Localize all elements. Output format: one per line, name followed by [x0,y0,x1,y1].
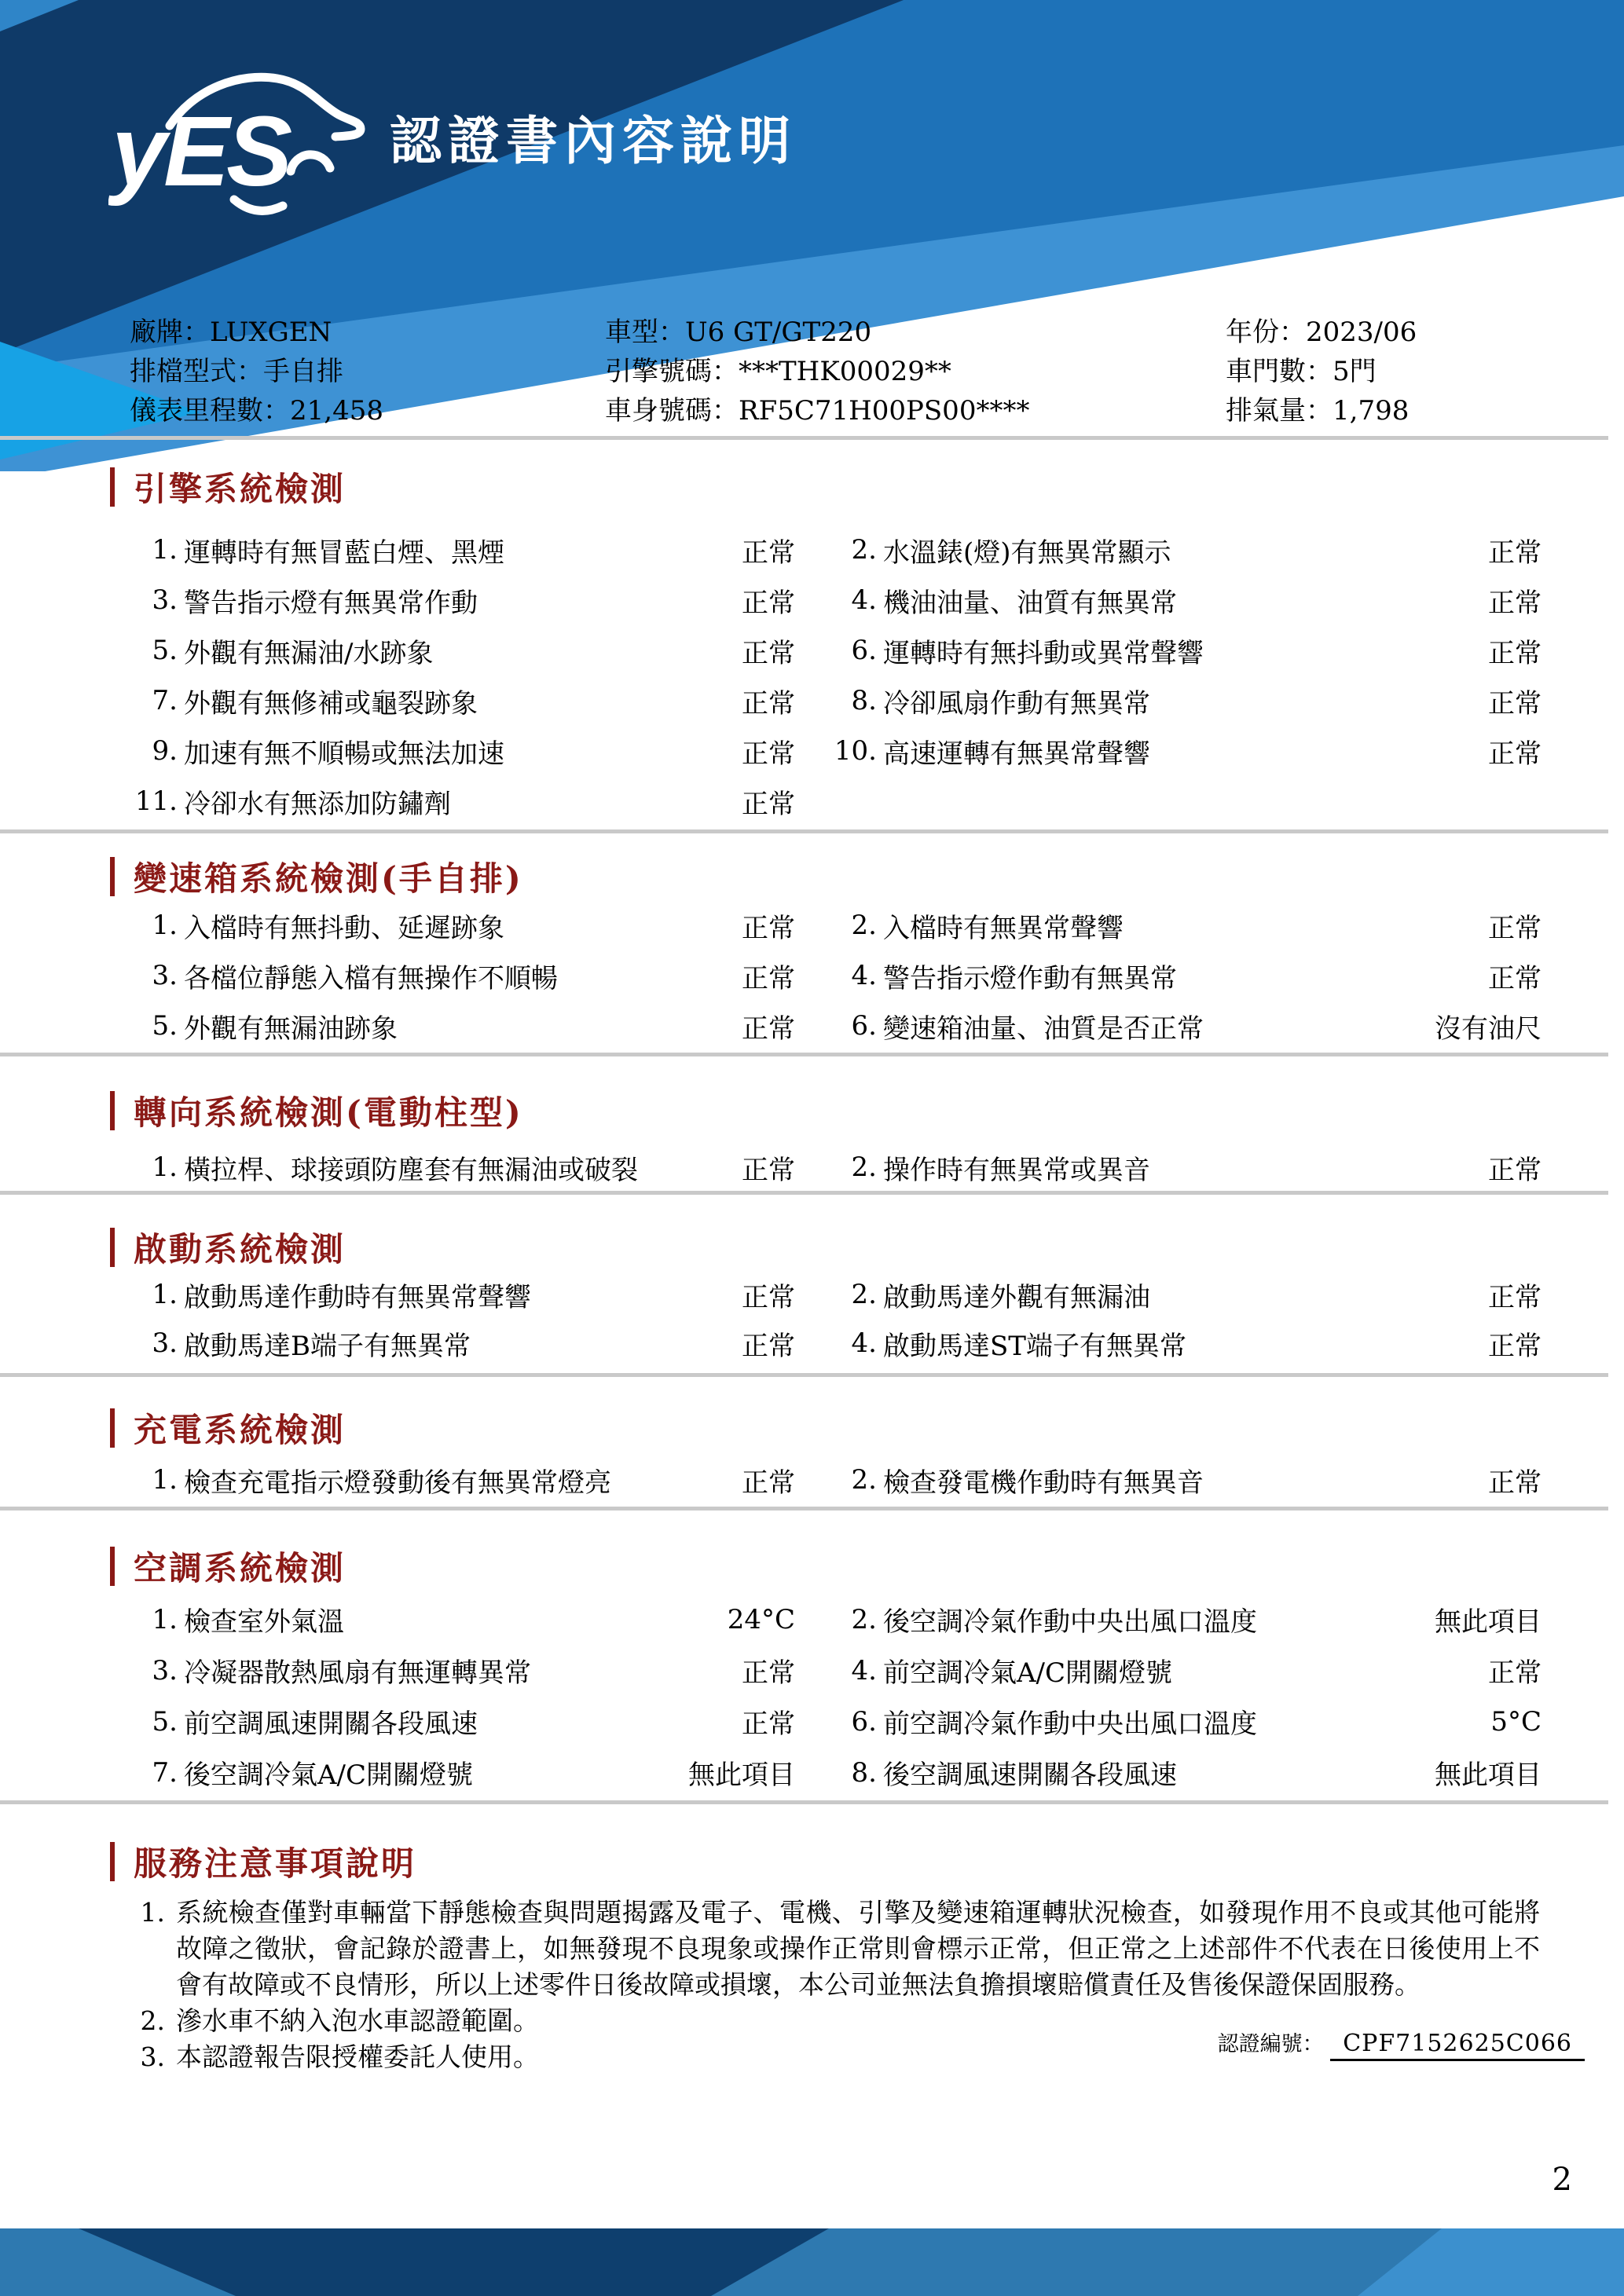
check-item-value: 正常 [1488,536,1542,569]
service-note-text: 本認證報告限授權委託人使用。 [176,2041,539,2072]
check-item-number: 1. [152,1152,178,1183]
check-item-number: 1. [152,910,178,941]
check-item-value: 正常 [742,738,795,770]
check-item [132,1702,795,1741]
vehicle-info-item [605,352,951,391]
vehicle-info-value: 2023/06 [1306,317,1417,348]
section-title [110,1225,346,1269]
check-item-label: 檢查充電指示燈發動後有無異常燈亮 [184,1467,611,1499]
check-item-number: 10. [834,735,877,767]
section-divider [0,1373,1608,1377]
service-note-item [126,1895,1540,2003]
check-item [831,632,1542,670]
check-item [831,957,1542,995]
check-item-label: 警告指示燈有無異常作動 [184,587,478,619]
check-item [831,581,1542,620]
vehicle-info-value: LUXGEN [210,317,332,348]
check-item-label: 前空調冷氣作動中央出風口溫度 [883,1708,1257,1740]
check-item-number: 6. [851,1705,877,1738]
check-item-label: 檢查發電機作動時有無異音 [883,1467,1204,1499]
check-item-value: 正常 [742,1330,795,1362]
vehicle-info-item [1226,352,1377,391]
check-item-number: 8. [851,685,877,716]
check-item-value: 正常 [742,637,795,669]
check-item-label: 警告指示燈作動有無異常 [883,962,1177,994]
service-note-number: 3. [140,2041,165,2072]
check-item-value: 24°C [727,1603,795,1635]
section-divider [0,829,1608,833]
check-row [132,1455,1542,1505]
check-item-value: 正常 [742,962,795,994]
section-title [110,1406,346,1450]
footer-banner-graphic [0,2228,1624,2296]
certificate-number-value: CPF7152625C066 [1330,2030,1585,2061]
check-item-value: 正常 [1488,738,1542,770]
check-row [132,625,1542,676]
check-item-label: 運轉時有無抖動或異常聲響 [883,637,1204,669]
vehicle-info-label: 車型： [605,317,685,348]
check-item [132,957,795,995]
check-item-label: 外觀有無修補或龜裂跡象 [184,687,478,720]
vehicle-info-label: 引擎號碼： [605,356,739,387]
check-item [132,581,795,620]
check-item-value: 正常 [1488,1330,1542,1362]
check-item [831,1651,1542,1690]
check-item-label: 變速箱油量、油質是否正常 [883,1013,1204,1045]
check-item [132,1753,795,1792]
check-row [132,1001,1542,1051]
section-title [110,1089,523,1133]
check-row [132,1645,1542,1696]
section-title-text: 變速箱系統檢測(手自排) [134,859,523,898]
vehicle-info-label: 廠牌： [130,317,210,348]
check-item [831,906,1542,945]
vehicle-info-value: ***THK00029** [739,356,951,387]
section-divider [0,1191,1608,1195]
check-item-value: 正常 [742,1708,795,1740]
check-item [831,1461,1542,1500]
check-item [831,1007,1542,1045]
check-item-value: 正常 [1488,1154,1542,1186]
check-item-value: 正常 [742,1013,795,1045]
vehicle-info-item [605,391,1029,430]
vehicle-info-item [130,391,383,430]
check-item [132,732,795,771]
section-title-bar [110,1842,115,1881]
check-item [132,906,795,945]
check-item-label: 前空調冷氣A/C開關燈號 [883,1657,1173,1689]
check-row [132,525,1542,575]
check-row [132,900,1542,950]
check-item-value: 正常 [742,687,795,720]
check-item-number: 7. [152,685,178,716]
section-divider [0,1800,1608,1804]
check-item-value: 5°C [1490,1705,1542,1738]
vehicle-info-item [1226,313,1417,352]
vehicle-info-label: 排檔型式： [130,356,263,387]
check-item-number: 1. [152,1279,178,1310]
check-item-number: 4. [851,1654,877,1686]
vehicle-info-value: RF5C71H00PS00**** [739,395,1030,427]
check-item-label: 冷凝器散熱風扇有無運轉異常 [184,1657,531,1689]
section-title-text: 引擎系統檢測 [134,470,346,508]
check-item-value: 正常 [1488,687,1542,720]
vehicle-info-value: 5門 [1333,356,1377,387]
check-row [132,575,1542,625]
vehicle-info-item [605,313,871,352]
check-item-label: 前空調風速開關各段風速 [184,1708,478,1740]
check-item-number: 8. [851,1756,877,1789]
check-item-number: 3. [152,1654,178,1686]
check-item-label: 外觀有無漏油跡象 [184,1013,398,1045]
check-item-value: 無此項目 [688,1760,795,1791]
check-item [132,682,795,720]
check-item-number: 11. [134,785,178,817]
check-item-label: 各檔位靜態入檔有無操作不順暢 [184,962,558,994]
check-item [132,782,795,821]
check-item-label: 加速有無不順暢或無法加速 [184,738,504,770]
check-item-number: 2. [851,1279,877,1310]
check-item-value: 沒有油尺 [1435,1013,1542,1045]
section-title-bar [110,1091,115,1130]
section-title-bar [110,1547,115,1586]
certificate-number-line [1218,2027,1585,2057]
check-item [831,1753,1542,1792]
service-note-text: 系統檢查僅對車輛當下靜態檢查與問題揭露及電子、電機、引擎及變速箱運轉狀況檢查，如發現作用不良或其他可能將故障之徵狀，會記錄於證書上，如無發現不良現象或操作正常則會標示正常，但正常之上述部件不代表在日後使用上不會有故障或不良情形，所以上述零件日後故障或損壞，本公司並無法負擔損壞賠償責任及售後保證保固服務。 [176,1897,1540,2000]
check-item-value: 無此項目 [1435,1606,1542,1638]
check-item-number: 3. [152,960,178,991]
check-row [132,1696,1542,1747]
check-item [132,1276,795,1314]
check-item-value: 正常 [1488,1281,1542,1313]
section-title-bar [110,467,115,507]
section-title [110,855,523,899]
page-title: 認證書內容說明 [390,112,797,170]
check-item-label: 橫拉桿、球接頭防塵套有無漏油或破裂 [184,1154,638,1186]
check-item-value: 正常 [742,587,795,619]
check-item-number: 2. [851,1464,877,1496]
vehicle-info-value: 1,798 [1333,395,1410,427]
check-row [132,726,1542,776]
section-title-bar [110,1408,115,1448]
service-note-text: 滲水車不納入泡水車認證範圍。 [176,2005,539,2036]
check-item [132,1651,795,1690]
check-item [831,531,1542,569]
section-rows [132,1455,1542,1505]
check-item-number: 3. [152,1327,178,1359]
check-item-value: 正常 [1488,587,1542,619]
check-item-value: 無此項目 [1435,1760,1542,1791]
check-item-value: 正常 [742,788,795,820]
vehicle-info-item [130,352,343,391]
check-item-value: 正常 [1488,962,1542,994]
section-title-text: 空調系統檢測 [134,1549,346,1587]
vehicle-info-item [1226,391,1409,430]
check-item-number: 3. [152,584,178,616]
check-item-label: 外觀有無漏油/水跡象 [184,637,434,669]
check-item-number: 1. [152,1603,178,1635]
section-divider [0,1507,1608,1511]
check-item-value: 正常 [1488,637,1542,669]
check-item-label: 後空調冷氣A/C開關燈號 [184,1760,474,1791]
check-item-label: 後空調冷氣作動中央出風口溫度 [883,1606,1257,1638]
section-title-bar [110,1228,115,1267]
check-item-number: 6. [851,1010,877,1042]
vehicle-info-label: 車身號碼： [605,395,739,427]
section-rows [132,900,1542,1051]
check-item-value: 正常 [1488,1657,1542,1689]
check-item [831,732,1542,771]
vehicle-info-label: 排氣量： [1226,395,1333,427]
check-item-number: 4. [851,584,877,616]
vehicle-info-label: 儀表里程數： [130,395,290,427]
check-item-number: 2. [851,534,877,566]
check-item-label: 運轉時有無冒藍白煙、黑煙 [184,536,504,569]
check-item-label: 水溫錶(燈)有無異常顯示 [883,536,1171,569]
section-divider [0,1053,1608,1056]
check-item [132,1461,795,1500]
check-item-number: 9. [152,735,178,767]
check-item-label: 後空調風速開關各段風速 [883,1760,1177,1791]
check-item-label: 操作時有無異常或異音 [883,1154,1150,1186]
check-item-label: 入檔時有無異常聲響 [883,912,1124,944]
check-item-label: 冷卻風扇作動有無異常 [883,687,1150,720]
section-rows [132,1270,1542,1368]
check-item [132,1007,795,1045]
check-item-number: 1. [152,534,178,566]
check-item-label: 檢查室外氣溫 [184,1606,344,1638]
section-divider [0,436,1608,440]
check-row [132,1270,1542,1319]
check-item-value: 正常 [742,536,795,569]
check-item-label: 機油油量、油質有無異常 [883,587,1177,619]
check-item-number: 6. [851,635,877,666]
check-item-number: 5. [152,635,178,666]
section-title-text: 服務注意事項說明 [134,1844,417,1883]
section-title [110,465,346,509]
check-item-number: 5. [152,1705,178,1738]
page-number: 2 [1552,2162,1572,2198]
check-item [831,1324,1542,1363]
section-title [110,1544,346,1588]
check-item [132,632,795,670]
check-item [831,682,1542,720]
section-rows [132,1594,1542,1798]
check-row [132,776,1542,826]
check-row [132,1142,1542,1192]
section-title-text: 啟動系統檢測 [134,1230,346,1269]
check-item [831,1148,1542,1187]
vehicle-info-value: U6 GT/GT220 [685,317,872,348]
section-title-bar [110,857,115,896]
section-title-text: 轉向系統檢測(電動柱型) [134,1093,523,1132]
check-item [132,1600,795,1639]
vehicle-info-value: 21,458 [290,395,383,427]
check-item-value: 正常 [742,1657,795,1689]
check-row [132,1319,1542,1368]
check-item-value: 正常 [1488,1467,1542,1499]
check-item-label: 冷卻水有無添加防鏽劑 [184,788,451,820]
vehicle-info-label: 年份： [1226,317,1306,348]
check-item [132,531,795,569]
check-item-label: 高速運轉有無異常聲響 [883,738,1150,770]
check-item-number: 7. [152,1756,178,1789]
check-item [132,1324,795,1363]
section-title-notes [110,1840,416,1884]
check-item-label: 入檔時有無抖動、延遲跡象 [184,912,504,944]
vehicle-info-value: 手自排 [263,356,343,387]
check-item-number: 2. [851,910,877,941]
check-row [132,1594,1542,1645]
check-item-value: 正常 [1488,912,1542,944]
yes-logo [108,46,368,226]
section-rows [132,525,1542,826]
vehicle-info-item [130,313,332,352]
section-title-text: 充電系統檢測 [134,1411,346,1449]
check-row [132,950,1542,1001]
service-note-number: 2. [140,2005,165,2036]
check-item-number: 2. [851,1603,877,1635]
check-item-number: 4. [851,960,877,991]
check-item [831,1702,1542,1741]
check-row [132,676,1542,726]
check-item-label: 啟動馬達外觀有無漏油 [883,1281,1150,1313]
check-item-number: 1. [152,1464,178,1496]
check-item [831,1276,1542,1314]
check-item-number: 5. [152,1010,178,1042]
section-rows [132,1142,1542,1192]
check-item [132,1148,795,1187]
check-item-value: 正常 [742,1467,795,1499]
check-item-number: 4. [851,1327,877,1359]
check-item-label: 啟動馬達ST端子有無異常 [883,1330,1186,1362]
check-item-label: 啟動馬達作動時有無異常聲響 [184,1281,531,1313]
check-item [831,1600,1542,1639]
check-item-label: 啟動馬達B端子有無異常 [184,1330,471,1362]
check-row [132,1747,1542,1798]
certificate-number-label: 認證編號： [1217,2032,1324,2056]
logo-text: yES [112,96,290,207]
check-item-value: 正常 [742,912,795,944]
check-item-number: 2. [851,1152,877,1183]
check-item-value: 正常 [742,1281,795,1313]
check-item-value: 正常 [742,1154,795,1186]
service-note-number: 1. [140,1897,165,1928]
vehicle-info-label: 車門數： [1226,356,1333,387]
